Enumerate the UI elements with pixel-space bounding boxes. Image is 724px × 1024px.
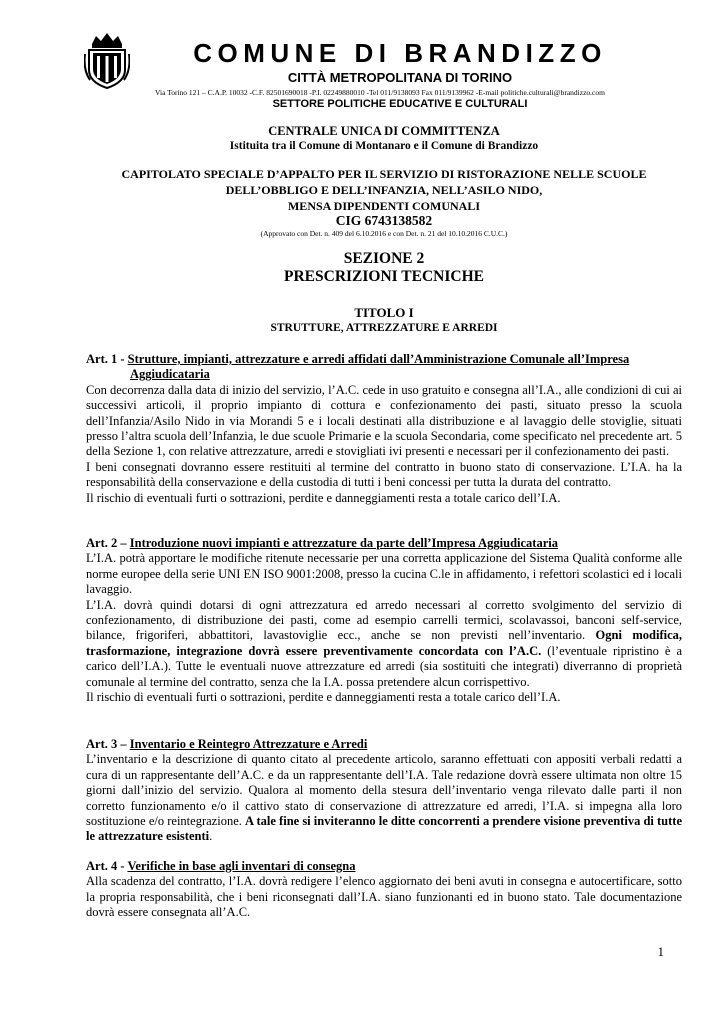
capitolato-heading (86, 166, 682, 214)
article-paragraph: Con decorrenza dalla data di inizio del servizio, l’A.C. cede in uso gratuito e consegna all’I.A., alle condizioni di cui ai successivi articoli, il proprio impianto di cottura e confezionamento dei pasti, situato presso la scuola dell’Infanzia/Asilo Nido in via Morandi 5 e i locali destinati alla distribuzione e al lavaggio delle stoviglie, situati presso l’altra scuola dell’Infanzia, le due scuole Primarie e la scuola Secondaria, come specificato nel precedente art. 5 della Sezione 1, con relative attrezzature, arredi e stovigliati ivi presenti e necessari per il confezionamento dei pasti. (86, 382, 682, 459)
titolo-subtitle: STRUTTURE, ATTREZZATURE E ARREDI (270, 322, 498, 334)
article-prefix: Art. 1 - (86, 352, 128, 366)
letterhead-sector: SETTORE POLITICHE EDUCATIVE E CULTURALI (272, 98, 528, 110)
letterhead-title: COMUNE DI BRANDIZZO (193, 38, 607, 68)
article-3 (86, 737, 682, 845)
capitolato-line: DELL’OBBLIGO E DELL’INFANZIA, NELL’ASILO NIDO, (225, 183, 543, 197)
letterhead-subtitle: CITTÀ METROPOLITANA DI TORINO (287, 70, 513, 85)
article-heading (86, 859, 682, 874)
article-title-continued: Aggiudicataria (130, 367, 210, 382)
approval-note: (Approvato con Det. n. 409 del 6.10.2016 e con Det. n. 21 del 10.10.2016 C.U.C.) (260, 229, 508, 238)
titolo-heading: TITOLO I (354, 305, 414, 320)
section-title: PRESCRIZIONI TECNICHE (284, 268, 484, 285)
article-4 (86, 859, 682, 921)
article-paragraph: L’I.A. potrà apportare le modifiche ritenute necessarie per una corretta applicazione del Sistema Qualità conforme alle norme europee della serie UNI EN ISO 9001:2008, presso la cucina C.le in affidamento, i refettori scolastici ed i locali lavaggio. (86, 551, 682, 597)
municipal-crest-icon (84, 30, 130, 90)
article-paragraph: Il rischio di eventuali furti o sottrazioni, perdite e danneggiamenti resta a totale carico dell’I.A. (86, 490, 561, 505)
article-title: Introduzione nuovi impianti e attrezzature da parte dell’Impresa Aggiudicataria (129, 536, 558, 550)
article-paragraph: Il rischio di eventuali furti o sottrazioni, perdite e danneggiamenti resta a totale carico dell’I.A. (86, 690, 561, 705)
page-number: 1 (657, 944, 664, 959)
section-number: SEZIONE 2 (343, 250, 425, 267)
cig-code: CIG 6743138582 (335, 213, 433, 228)
cuc-title: CENTRALE UNICA DI COMMITTENZA (268, 124, 500, 138)
article-title: Strutture, impianti, attrezzature e arredi affidati dall’Amministrazione Comunale all’Impresa (127, 352, 630, 366)
article-text: (l’eventuale ripristino è a carico dell’I.A.). Tutte le eventuali nuove attrezzature ed arredi (sia sostituiti che integrati) diverranno di proprietà comunale al termine del contratto, senza che la I.A. possa pretendere alcun corrispettivo. (86, 643, 683, 689)
article-title: Verifiche in base agli inventari di consegna (127, 859, 356, 873)
article-2 (86, 536, 682, 705)
cuc-subtitle: Istituita tra il Comune di Montanaro e il Comune di Brandizzo (229, 140, 539, 152)
article-heading (86, 352, 682, 383)
article-paragraph (86, 598, 682, 690)
article-bold-text: Ogni modifica, trasformazione, integrazione dovrà essere preventivamente concordata con l’A.C. (86, 628, 683, 658)
article-text: L’inventario e la descrizione di quanto citato al precedente articolo, saranno effettuati con appositi verbali redatti a cura di un rappresentante dell’A.C. e da un rappresentante dell’I.A. Tale redazione dovrà essere ultimata non oltre 15 giorni dall’inizio del servizio. Qualora al momento della stesura dell’inventario venga rilevato dalle parti il non corretto funzionamento e/o il cattivo stato di conservazione di attrezzature ed arredi, l’I.A. si impegna alla loro sostituzione e/o reintegrazione. (86, 752, 682, 829)
article-title: Inventario e Reintegro Attrezzature e Arredi (129, 737, 368, 751)
article-text: . (209, 829, 213, 844)
capitolato-line: CAPITOLATO SPECIALE D’APPALTO PER IL SERVIZIO DI RISTORAZIONE NELLE SCUOLE (121, 167, 647, 181)
article-heading (86, 536, 682, 551)
article-bold-text: A tale fine si inviteranno le ditte concorrenti a prendere visione preventiva di tutte le attrezzature esistenti (86, 814, 682, 844)
article-1 (86, 352, 682, 506)
article-prefix: Art. 2 – (86, 536, 130, 550)
article-paragraph: Alla scadenza del contratto, l’I.A. dovrà redigere l’elenco aggiornato dei beni avuti in consegna e autocertificare, sotto la propria responsabilità, che i beni riconsegnati dall’I.A. siano funzionanti ed in buono stato. Tale documentazione dovrà essere consegnata all’A.C. (86, 874, 682, 920)
capitolato-line: MENSA DIPENDENTI COMUNALI (287, 199, 481, 213)
article-heading (86, 737, 682, 752)
letterhead-address: Via Torino 121 – C.A.P. 10032 -C.F. 82501690018 -P.I. 02249880010 -Tel 011/9138093 Fax 011/9139962 -E-mail politiche.culturali@brandizzo.com (155, 88, 605, 97)
article-paragraph (86, 752, 682, 844)
article-text: L’I.A. dovrà quindi dotarsi di ogni attrezzatura ed arredo necessari al corretto svolgimento del servizio di confezionamento, di distribuzione dei pasti, come ad esempio carrelli termici, scolavassoi, banconi self-service, bilance, frigoriferi, abbattitori, lavastoviglie ecc., anche se non previsti nell’inventario. (86, 597, 682, 643)
article-prefix: Art. 3 – (86, 737, 130, 751)
article-paragraph: I beni consegnati dovranno essere restituiti al termine del contratto in buono stato di conservazione. L’I.A. ha la responsabilità della conservazione e della custodia di tutti i beni concessi per tutta la durata del contratto. (86, 459, 682, 490)
section-heading (86, 250, 682, 286)
article-prefix: Art. 4 - (86, 859, 128, 873)
